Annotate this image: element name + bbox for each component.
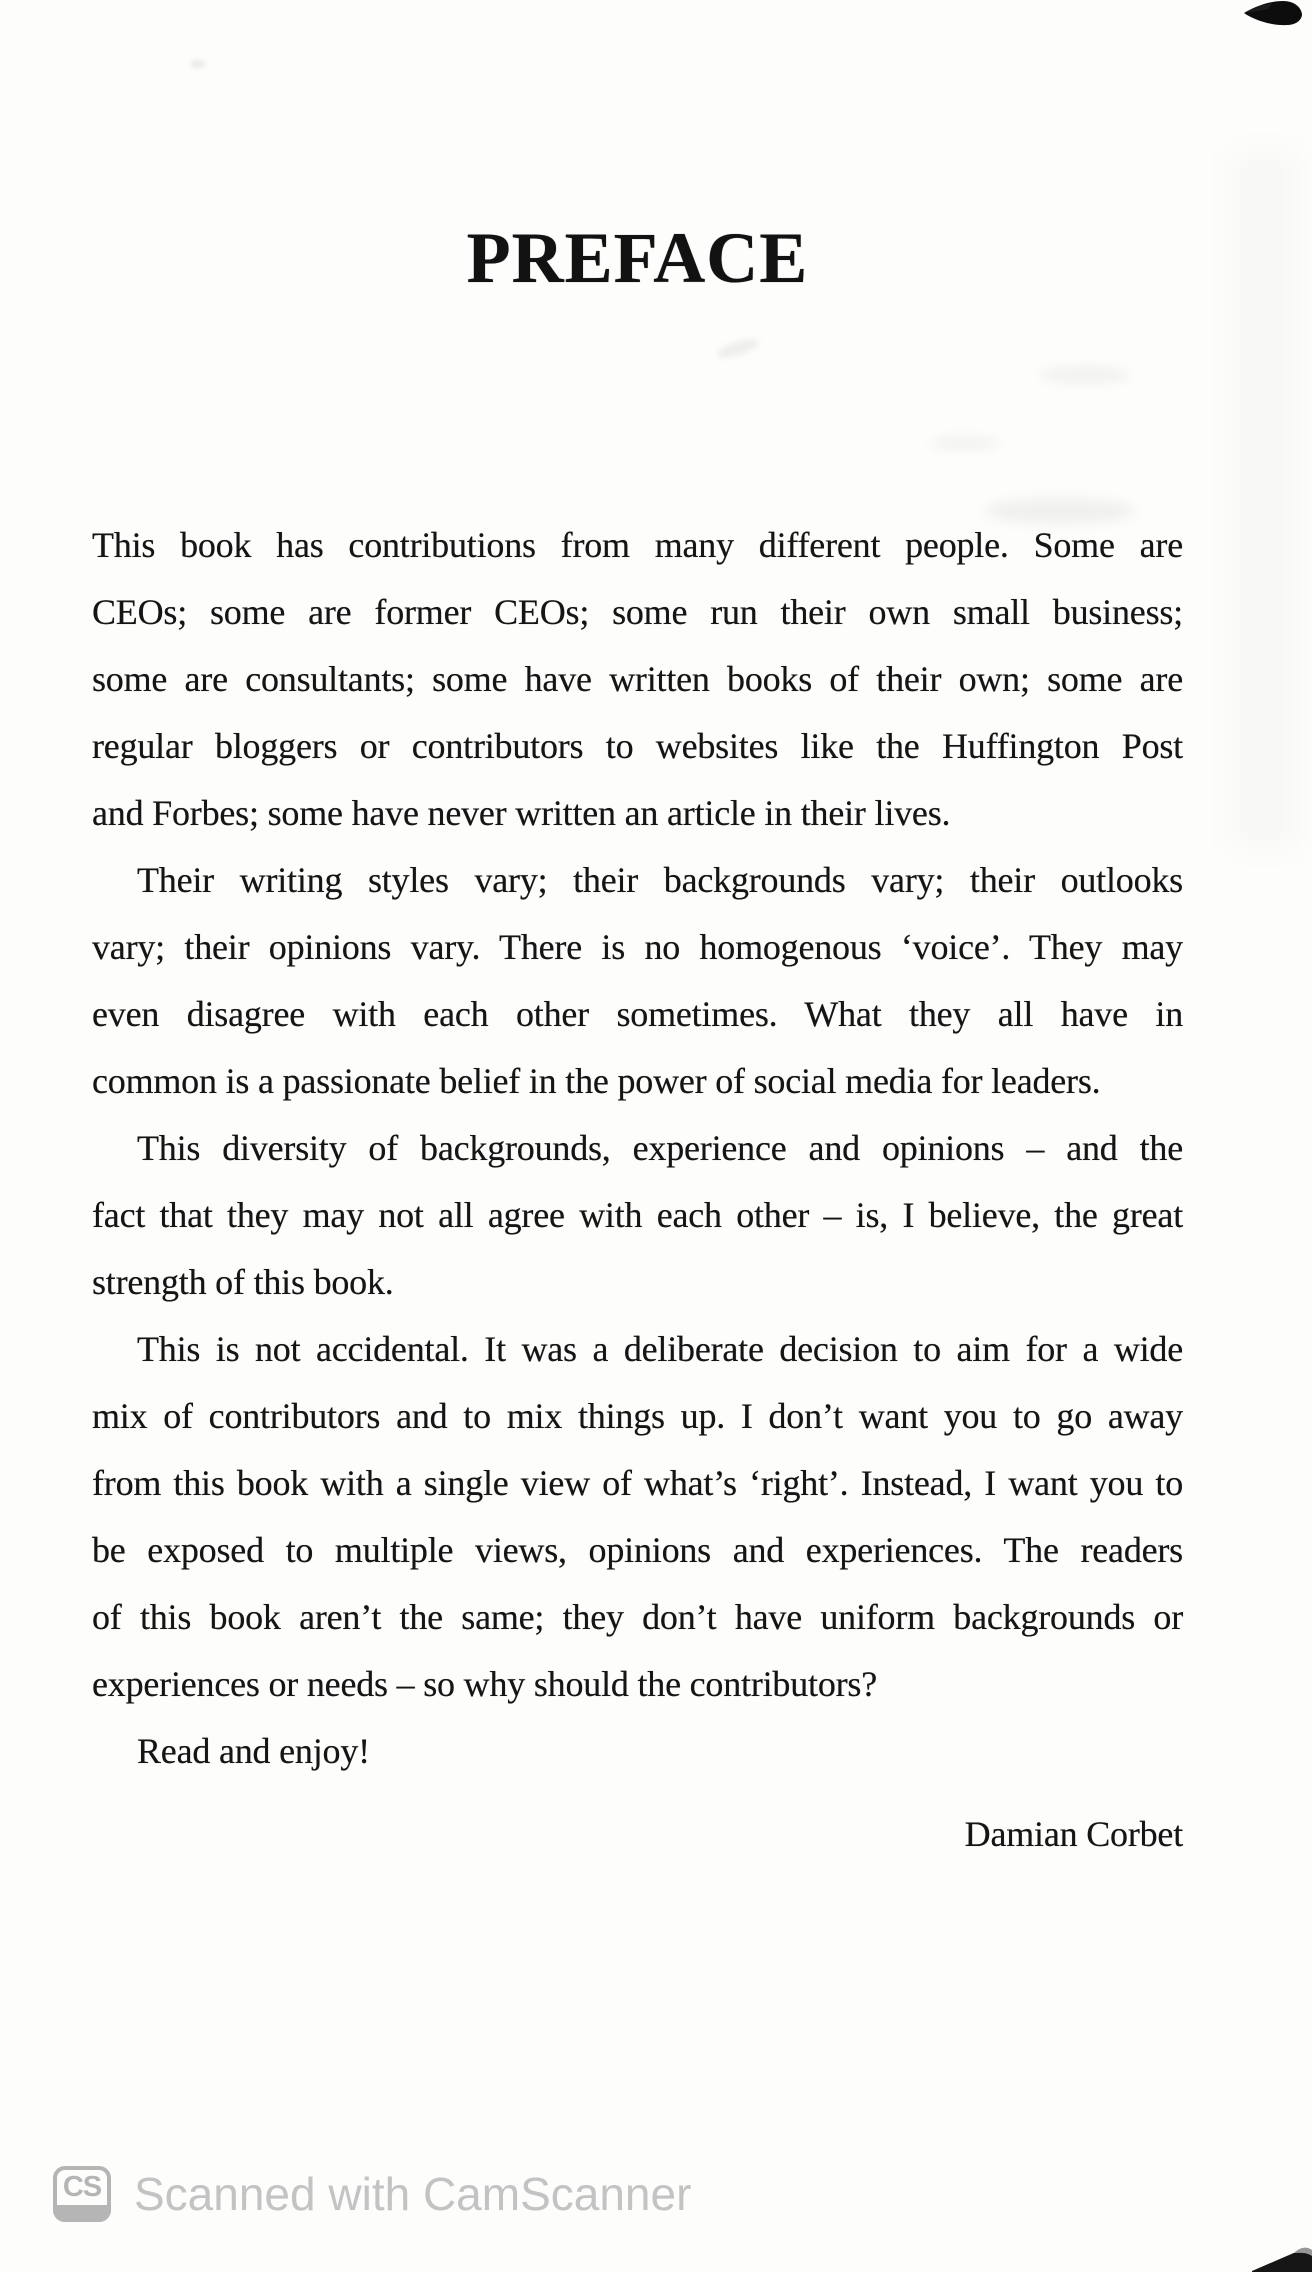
author-signature: Damian Corbet <box>964 1814 1183 1854</box>
text-line: CEOs; some are former CEOs; some run their own small business; <box>92 592 1183 632</box>
text-line: Their writing styles vary; their backgrounds vary; their outlooks <box>137 860 1183 900</box>
text-line: fact that they may not all agree with each other – is, I believe, the great <box>92 1195 1183 1235</box>
scan-smudge <box>1230 150 1300 850</box>
text-line: of this book aren’t the same; they don’t have uniform backgrounds or <box>92 1597 1183 1637</box>
text-line: This book has contributions from many different people. Some are <box>92 525 1183 565</box>
scan-artifact-bottom-right <box>1252 2244 1312 2272</box>
preface-body <box>92 512 1183 1868</box>
text-line-read-and-enjoy: Read and enjoy! <box>137 1731 370 1771</box>
text-line: be exposed to multiple views, opinions and experiences. The readers <box>92 1530 1183 1570</box>
text-line: strength of this book. <box>92 1262 394 1302</box>
scan-artifact-top-right <box>1242 0 1312 32</box>
text-line: This is not accidental. It was a deliberate decision to aim for a wide <box>137 1329 1183 1369</box>
text-line: common is a passionate belief in the power of social media for leaders. <box>92 1061 1101 1101</box>
camscanner-watermark <box>53 2166 691 2222</box>
scan-smudge <box>715 336 761 362</box>
text-line: This diversity of backgrounds, experience and opinions – and the <box>137 1128 1183 1168</box>
page-title: PREFACE <box>466 218 809 298</box>
scan-smudge <box>190 60 206 68</box>
scan-smudge <box>930 435 1000 451</box>
camscanner-logo-icon <box>53 2166 111 2222</box>
text-line: some are consultants; some have written books of their own; some are <box>92 659 1183 699</box>
scan-smudge <box>1040 365 1130 385</box>
text-line: mix of contributors and to mix things up. I don’t want you to go away <box>92 1396 1183 1436</box>
camscanner-logo-letters: CS <box>62 2171 102 2203</box>
text-line: vary; their opinions vary. There is no homogenous ‘voice’. They may <box>92 927 1183 967</box>
text-line: and Forbes; some have never written an article in their lives. <box>92 793 951 833</box>
watermark-text: Scanned with CamScanner <box>134 2168 692 2220</box>
text-line: experiences or needs – so why should the contributors? <box>92 1664 877 1704</box>
text-line: regular bloggers or contributors to websites like the Huffington Post <box>92 726 1183 766</box>
camscanner-logo-bar <box>53 2205 111 2222</box>
text-line: even disagree with each other sometimes. What they all have in <box>92 994 1183 1034</box>
text-line: from this book with a single view of what’s ‘right’. Instead, I want you to <box>92 1463 1183 1503</box>
